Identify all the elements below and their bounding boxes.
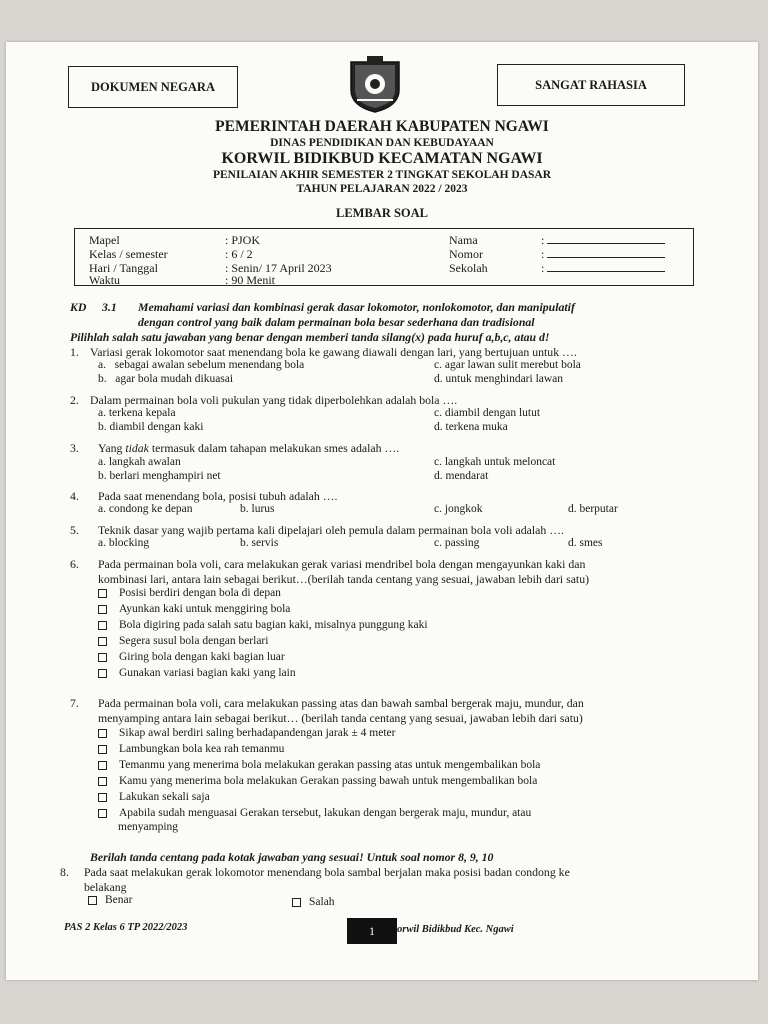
q2-text: Dalam permainan bola voli pukulan yang tidak diperbolehkan adalah bola …. xyxy=(90,393,458,407)
footer-korwil: orwil Bidikbud Kec. Ngawi xyxy=(397,924,514,935)
q6-option-3: Bola digiring pada salah satu bagian kaki, misalnya punggung kaki xyxy=(119,619,428,631)
q7-option-4: Kamu yang menerima bola melakukan Gerakan passing bawah untuk mengembalikan bola xyxy=(119,775,538,787)
checkbox-icon[interactable] xyxy=(98,589,107,598)
sheet-title: LEMBAR SOAL xyxy=(335,206,429,220)
kd-label: KD xyxy=(70,300,87,314)
q7-checkbox-6[interactable] xyxy=(98,807,531,819)
q6-option-1: Posisi berdiri dengan bola di depan xyxy=(119,587,281,599)
q1-option-c[interactable]: c. agar lawan sulit merebut bola xyxy=(434,359,581,371)
q6-text-2: kombinasi lari, antara lain sebagai berikut…(berilah tanda centang yang sesuai, jawaban lebih dari satu) xyxy=(98,572,590,586)
checkbox-icon[interactable] xyxy=(98,621,107,630)
header-line-2: DINAS PENDIDIKAN DAN KEBUDAYAAN xyxy=(270,137,494,149)
q7-option-6-continuation: menyamping xyxy=(118,821,179,833)
q7-number: 7. xyxy=(70,696,79,710)
waktu-value: : 90 Menit xyxy=(225,273,275,287)
header-line-4: PENILAIAN AKHIR SEMESTER 2 TINGKAT SEKOLAH DASAR xyxy=(212,169,552,181)
page-number-tab xyxy=(347,918,397,944)
nomor-blank[interactable] xyxy=(547,248,665,258)
exam-paper xyxy=(6,42,758,980)
checkbox-icon[interactable] xyxy=(98,653,107,662)
kelas-label: Kelas / semester xyxy=(89,247,168,261)
q5-number: 5. xyxy=(70,523,79,537)
q6-checkbox-5[interactable] xyxy=(98,651,285,663)
q6-checkbox-4[interactable] xyxy=(98,635,268,647)
q8-text-2: belakang xyxy=(84,880,127,894)
q2-option-b[interactable]: b. diambil dengan kaki xyxy=(98,421,204,433)
waktu-label: Waktu xyxy=(89,273,121,287)
mapel-value: : PJOK xyxy=(225,233,261,247)
q7-option-5: Lakukan sekali saja xyxy=(119,791,210,803)
q7-checkbox-3[interactable] xyxy=(98,759,540,771)
q7-option-6: Apabila sudah menguasai Gerakan tersebut, lakukan dengan bergerak maju, mundur, atau xyxy=(119,807,532,819)
q1-number: 1. xyxy=(70,345,79,359)
q5-option-c[interactable]: c. passing xyxy=(434,537,480,549)
nama-label: Nama xyxy=(449,233,478,247)
checkbox-icon[interactable] xyxy=(98,793,107,802)
q2-option-c[interactable]: c. diambil dengan lutut xyxy=(434,407,541,419)
sekolah-colon: : xyxy=(541,261,545,275)
checkbox-icon[interactable] xyxy=(292,898,301,907)
nama-blank[interactable] xyxy=(547,234,665,244)
checkbox-icon[interactable] xyxy=(98,729,107,738)
q3-option-a[interactable]: a. langkah awalan xyxy=(98,456,181,468)
checkbox-icon[interactable] xyxy=(98,777,107,786)
student-info-box xyxy=(74,228,694,286)
header-line-5: TAHUN PELAJARAN 2022 / 2023 xyxy=(296,183,468,195)
q5-option-a[interactable]: a. blocking xyxy=(98,537,150,549)
q4-option-b[interactable]: b. lurus xyxy=(240,503,275,515)
kd-text-2: dengan control yang baik dalam permainan bola besar sederhana dan tradisional xyxy=(138,315,535,329)
kelas-value: : 6 / 2 xyxy=(225,247,253,261)
sekolah-field[interactable] xyxy=(541,261,665,276)
checkbox-icon[interactable] xyxy=(98,809,107,818)
q7-option-1: Sikap awal berdiri saling berhadapandengan jarak ± 4 meter xyxy=(119,727,396,739)
q7-text-2: menyamping antara lain sebagai berikut… (berilah tanda centang yang sesuai, jawaban lebih dari satu) xyxy=(98,711,583,725)
q3-option-c[interactable]: c. langkah untuk meloncat xyxy=(434,456,556,468)
q2-option-a[interactable]: a. terkena kepala xyxy=(98,407,176,419)
q3-text-post: termasuk dalam tahapan melakukan smes adalah …. xyxy=(148,441,400,455)
checkbox-icon[interactable] xyxy=(98,669,107,678)
ngawi-crest-logo xyxy=(343,56,407,114)
checkbox-icon[interactable] xyxy=(98,637,107,646)
q8-salah-checkbox[interactable] xyxy=(292,896,335,908)
q1-text: Variasi gerak lokomotor saat menendang bola ke gawang diawali dengan lari, yang bertujuan untuk …. xyxy=(90,345,577,359)
q4-number: 4. xyxy=(70,489,79,503)
q6-checkbox-6[interactable] xyxy=(98,667,296,679)
q1-option-a-text: sebagai awalan sebelum menendang bola xyxy=(114,359,305,371)
sekolah-label: Sekolah xyxy=(449,261,488,275)
q6-option-4: Segera susul bola dengan berlari xyxy=(119,635,269,647)
q3-option-d[interactable]: d. mendarat xyxy=(434,470,489,482)
q1-option-a[interactable]: a. sebagai awalan sebelum menendang bola xyxy=(98,359,305,371)
q3-number: 3. xyxy=(70,441,79,455)
instruction-multiple-choice: Pilihlah salah satu jawaban yang benar dengan memberi tanda silang(x) pada huruf a,b,c, atau d! xyxy=(70,330,550,344)
q4-option-d[interactable]: d. berputar xyxy=(568,503,618,515)
q6-checkbox-2[interactable] xyxy=(98,603,290,615)
sangat-rahasia-box xyxy=(497,64,685,106)
q5-option-b[interactable]: b. servis xyxy=(240,537,279,549)
q6-checkbox-3[interactable] xyxy=(98,619,428,631)
q5-option-d[interactable]: d. smes xyxy=(568,537,603,549)
nama-colon: : xyxy=(541,233,545,247)
checkbox-icon[interactable] xyxy=(88,896,97,905)
q3-option-b[interactable]: b. berlari menghampiri net xyxy=(98,470,221,482)
q6-text-1: Pada permainan bola voli, cara melakukan gerak variasi mendribel bola dengan mengayunkan kaki dan xyxy=(98,557,586,571)
header-line-3: KORWIL BIDIKBUD KECAMATAN NGAWI xyxy=(221,150,543,167)
q8-benar-checkbox[interactable] xyxy=(88,894,132,906)
q2-number: 2. xyxy=(70,393,79,407)
q5-text: Teknik dasar yang wajib pertama kali dipelajari oleh pemula dalam permainan bola voli adalah …. xyxy=(98,523,564,537)
q1-option-b[interactable]: b. agar bola mudah dikuasai xyxy=(98,373,234,385)
q7-checkbox-5[interactable] xyxy=(98,791,210,803)
dokumen-negara-box xyxy=(68,66,238,108)
q4-text: Pada saat menendang bola, posisi tubuh adalah …. xyxy=(98,489,338,503)
q1-option-d[interactable]: d. untuk menghindari lawan xyxy=(434,373,564,385)
instruction-true-false: Berilah tanda centang pada kotak jawaban yang sesuai! Untuk soal nomor 8, 9, 10 xyxy=(90,850,494,864)
q8-text-1: Pada saat melakukan gerak lokomotor menendang bola sambal berjalan maka posisi badan condong ke xyxy=(84,865,570,879)
q8-number: 8. xyxy=(60,865,69,879)
q7-option-3: Temanmu yang menerima bola melakukan gerakan passing atas untuk mengembalikan bola xyxy=(119,759,541,771)
checkbox-icon[interactable] xyxy=(98,745,107,754)
q7-text-1: Pada permainan bola voli, cara melakukan passing atas dan bawah sambal bergerak maju, mundur, dan xyxy=(98,696,584,710)
hari-label: Hari / Tanggal xyxy=(89,261,158,275)
header-line-1: PEMERINTAH DAERAH KABUPATEN NGAWI xyxy=(215,118,549,135)
nomor-colon: : xyxy=(541,247,545,261)
q8-salah-label: Salah xyxy=(309,896,335,908)
q3-text-pre: Yang xyxy=(98,441,126,455)
q7-checkbox-1[interactable] xyxy=(98,727,395,739)
nama-field[interactable] xyxy=(541,233,665,248)
sangat-rahasia-label: SANGAT RAHASIA xyxy=(535,77,647,92)
q3-text xyxy=(98,441,399,456)
q1-option-b-text: agar bola mudah dikuasai xyxy=(115,373,234,385)
q7-checkbox-2[interactable] xyxy=(98,743,284,755)
checkbox-icon[interactable] xyxy=(98,761,107,770)
q3-text-emphasis: tidak xyxy=(125,441,149,455)
q6-option-2: Ayunkan kaki untuk menggiring bola xyxy=(119,603,291,615)
q7-option-2: Lambungkan bola kea rah temanmu xyxy=(119,743,285,755)
footer-exam-code: PAS 2 Kelas 6 TP 2022/2023 xyxy=(64,922,188,933)
kd-text-1: Memahami variasi dan kombinasi gerak dasar lokomotor, nonlokomotor, dan manipulatif xyxy=(138,300,575,314)
hari-value: : Senin/ 17 April 2023 xyxy=(225,261,332,275)
page-number: 1 xyxy=(369,923,375,938)
q4-option-c[interactable]: c. jongkok xyxy=(434,503,483,515)
q4-option-a[interactable]: a. condong ke depan xyxy=(98,503,193,515)
q6-option-5: Giring bola dengan kaki bagian luar xyxy=(119,651,285,663)
q6-number: 6. xyxy=(70,557,79,571)
sekolah-blank[interactable] xyxy=(547,262,665,272)
q6-option-6: Gunakan variasi bagian kaki yang lain xyxy=(119,667,296,679)
q2-option-d[interactable]: d. terkena muka xyxy=(434,421,508,433)
mapel-label: Mapel xyxy=(89,233,120,247)
kd-number: 3.1 xyxy=(102,300,117,314)
nomor-field[interactable] xyxy=(541,247,665,262)
q7-checkbox-4[interactable] xyxy=(98,775,537,787)
checkbox-icon[interactable] xyxy=(98,605,107,614)
q8-benar-label: Benar xyxy=(105,894,133,906)
q6-checkbox-1[interactable] xyxy=(98,587,281,599)
nomor-label: Nomor xyxy=(449,247,483,261)
dokumen-negara-label: DOKUMEN NEGARA xyxy=(91,79,215,94)
